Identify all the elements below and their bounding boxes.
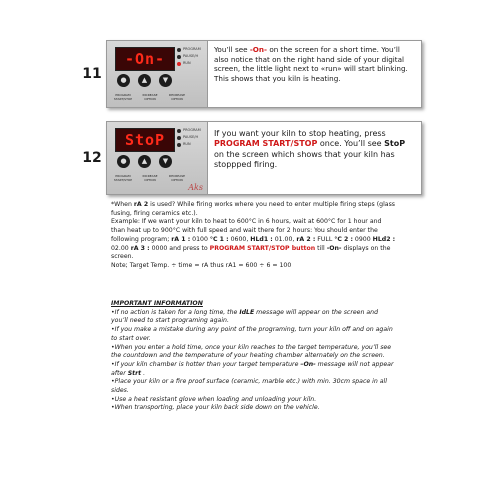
ra2-section [111,201,396,271]
text: once. You’ll see [317,139,385,149]
ra2-intro [111,201,396,218]
text: 01.00, [272,235,297,243]
text: till [315,244,327,252]
text: on the screen which shows that your kiln has stoppped firing. [214,149,395,170]
code: Strt [127,369,142,377]
button-label: INCREASE OPTION [142,174,158,182]
button-name: PROGRAM START/STOP button [209,244,316,252]
step-11 [78,40,422,108]
light-label: RUN [183,142,191,146]
ra2-note: Note; Target Temp. ÷ time = rA thus rA1 = 600 ÷ 6 = 100 [111,261,292,269]
list-item: •If you make a mistake during any point of the programing, turn your kiln off and on again to start over. [111,326,393,342]
text: is used? While firing works where you need to enter multiple firing steps (glass fusing, firing ceramics etc.). [111,201,396,217]
button-label: DECREASE OPTION [168,174,186,182]
code: rA 2 [133,201,149,208]
text: 0100 [190,235,210,243]
display-code: StoP [384,139,406,149]
step-number: 11 [82,66,102,82]
code: °C 1 : [209,235,229,243]
list-item: •When transporting, place your kiln back side down on the vehicle. [111,404,320,412]
ra2-example [111,218,396,262]
indicator-lights [177,46,201,67]
text: Example: If we want your kiln to heat to 600°C in 6 hours, wait at 600°C for 1 hour and than heat up to 900°C with full speed and wait there for 2 hours: You should enter the following program; [111,218,382,243]
text: displays on the screen. [111,244,391,261]
decrease-button-icon: ▼ [159,74,172,87]
code: –On- [300,360,316,368]
text: •If no action is taken for a long time, the [111,308,240,316]
text: 02.00 [111,244,131,252]
light-label: PAUSE/H [183,135,199,139]
button-label: INCREASE OPTION [142,93,158,101]
text: . [141,369,146,377]
controller-panel-image [107,122,208,194]
decrease-button-icon: ▼ [159,155,172,168]
light-icon [177,48,181,52]
button-label: PROGRAM START/STOP [113,93,133,101]
text: You’ll see [214,45,250,54]
list-item [111,309,396,326]
light-icon [177,143,181,147]
light-icon [177,136,181,140]
code: rA 2 : [296,235,316,243]
brand-logo: Aks [188,183,203,192]
text: If you want your kiln to stop heating, press [214,129,386,138]
light-label: PROGRAM [183,47,201,51]
code: IdLE [239,308,255,316]
code: HLd1 : [250,235,273,243]
code: HLd2 : [372,235,396,243]
light-icon [177,55,181,59]
button-label: PROGRAM START/STOP [113,174,133,182]
text: message will appear on the screen and you’ll need to start programing again. [111,308,379,325]
controller-display: -On- [115,47,175,71]
step-description [208,41,421,107]
program-button-icon: ● [117,74,130,87]
program-button-icon: ● [117,155,130,168]
controller-buttons [117,74,172,87]
button-labels [111,93,189,101]
info-list [111,309,396,413]
button-labels [111,174,189,182]
increase-button-icon: ▲ [138,74,151,87]
light-label: PAUSE/H [183,54,199,58]
step-box [106,121,422,195]
controller-buttons [117,155,172,168]
important-info [111,300,396,413]
controller-panel-image [107,41,208,107]
code: rA 1 : [171,235,191,243]
text: message will not appear after [111,360,394,377]
code: -On- [326,244,342,252]
text: •If your kiln chamber is hotter than your target temperature [111,360,301,368]
step-box [106,40,422,108]
controller-display: StoP [115,128,175,152]
button-name: PROGRAM START/STOP [214,139,318,149]
light-label: PROGRAM [183,128,201,132]
list-item: •Use a heat resistant glove when loading and unloading your kiln. [111,395,317,403]
light-label: RUN [183,61,191,65]
step-description [208,122,421,194]
increase-button-icon: ▲ [138,155,151,168]
button-label: DECREASE OPTION [168,93,186,101]
text: *When [111,201,134,208]
step-12 [78,121,422,195]
code: rA 3 : [130,244,150,252]
list-item [111,361,396,378]
info-heading: IMPORTANT INFORMATION [111,300,203,307]
light-icon [177,62,181,66]
list-item: •Place your kiln or a fire proof surface (ceramic, marble etc.) with min. 30cm space in all sides. [111,378,387,395]
text: FULL [315,235,335,243]
text: 0600, [228,235,251,243]
text: on the screen for a short time. You’ll also notice that on the right hand side of your digital screen, the little light next to «run» will start blinking. This shows that you kiln is heating. [214,45,408,83]
display-code: -On- [249,45,268,54]
step-number: 12 [82,150,102,166]
list-item: •When you enter a hold time, once your kiln reaches to the target temperature, you’ll see the countdown and the temperature of your heating chamber alternately on the screen. [111,343,392,360]
text: 0900 [352,235,373,243]
code: °C 2 : [334,235,353,243]
indicator-lights [177,127,201,148]
light-icon [177,129,181,133]
text: 0000 and press to [149,244,210,252]
